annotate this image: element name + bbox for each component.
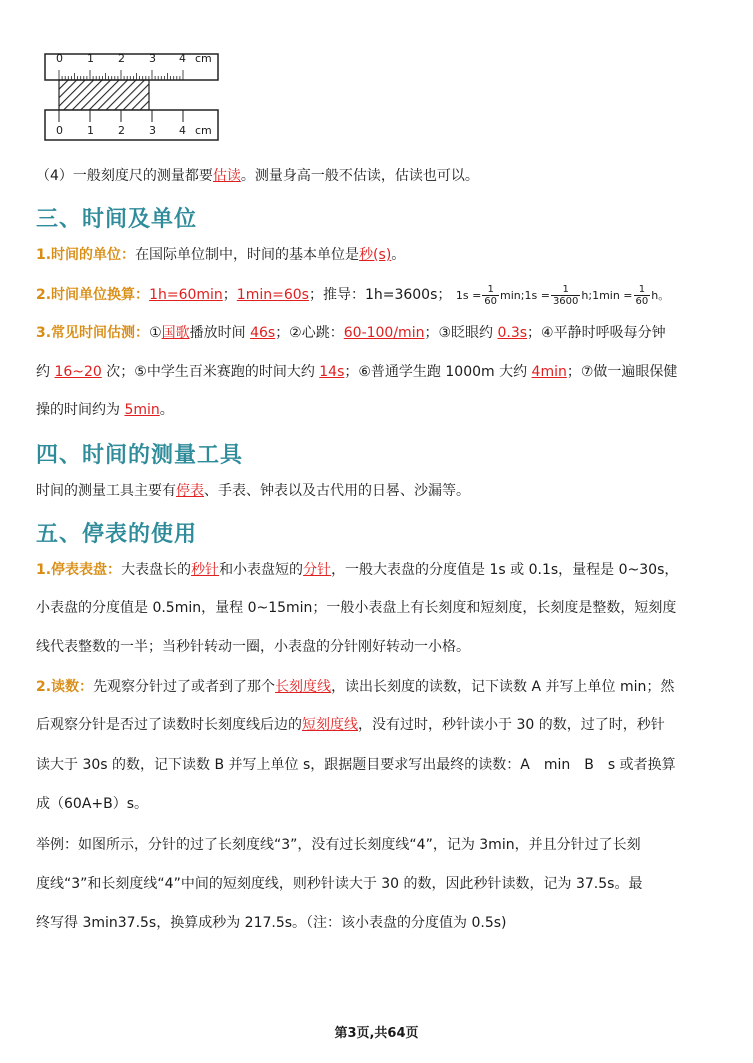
s3-paragraph-3-line-1: 3.常见时间估测：①国歌播放时间 46s；②心跳：60-100/min；③眨眼约 0.3s；④平静时呼吸每分钟 [36, 325, 666, 341]
s5-paragraph-2-line-3: 读大于 30s 的数，记下读数 B 并写上单位 s，跟据题目要求写出最终的读数：A min B s 或者换算 [36, 757, 676, 773]
s3-paragraph-1: 1.时间的单位：在国际单位制中，时间的基本单位是秒(s)。 [36, 247, 406, 263]
note-4: （4）一般刻度尺的测量都要估读。测量身高一般不估读，估读也可以。 [36, 168, 479, 184]
top-unit-label: cm [195, 52, 212, 65]
bottom-tick-label: 2 [118, 124, 125, 137]
s3-paragraph-3-line-3: 操的时间约为 5min。 [36, 402, 174, 418]
bottom-tick-label: 3 [149, 124, 156, 137]
s5-paragraph-1-line-2: 小表盘的分度值是 0.5min，量程 0~15min；一般小表盘上有长刻度和短刻度，长刻度是整数，短刻度 [36, 600, 677, 616]
top-tick-label: 3 [149, 52, 156, 65]
s5-paragraph-2-line-2: 后观察分针是否过了读数时长刻度线后边的短刻度线，没有过时，秒针读小于 30 的数，过了时，秒针 [36, 717, 665, 733]
top-tick-label: 1 [87, 52, 94, 65]
s5-paragraph-2-line-1: 2.读数：先观察分针过了或者到了那个长刻度线，读出长刻度的读数，记下读数 A 并写上单位 min；然 [36, 679, 675, 695]
measured-object [59, 80, 149, 110]
example-line-3: 终写得 3min37.5s，换算成秒为 217.5s。（注：该小表盘的分度值为 0.5s) [36, 915, 507, 931]
page-footer: 第3页,共64页 [334, 1026, 419, 1041]
example-line-2: 度线“3”和长刻度线“4”中间的短刻度线，则秒针读大于 30 的数，因此秒针读数，记为 37.5s。最 [36, 876, 643, 892]
bottom-ruler-labels [44, 124, 220, 140]
s5-paragraph-2-line-4: 成（60A+B）s。 [36, 796, 149, 812]
bottom-tick-label: 4 [179, 124, 186, 137]
bottom-tick-label: 1 [87, 124, 94, 137]
s3-paragraph-3-line-2: 约 16~20 次；⑤中学生百米赛跑的时间大约 14s；⑥普通学生跑 1000m 大约 4min；⑦做一遍眼保健 [36, 364, 678, 380]
s5-paragraph-1-line-1: 1.停表表盘：大表盘长的秒针和小表盘短的分针，一般大表盘的分度值是 1s 或 0.1s，量程是 0~30s， [36, 562, 679, 578]
bottom-unit-label: cm [195, 124, 212, 137]
section-3-heading: 三、时间及单位 [36, 207, 198, 232]
s3-paragraph-2: 2.时间单位换算：1h=60min；1min=60s；推导：1h=3600s； 1s = $\frac{1}{60}$ min;1s = $\frac{1}{3600}$ h;1min = $\frac{1}{60}$ h。 [36, 283, 670, 307]
fraction: $\frac{1}{60}$ [484, 283, 498, 307]
highlight: 估读 [212, 168, 241, 184]
top-tick-label: 0 [56, 52, 63, 65]
example-line-1: 举例：如图所示，分针的过了长刻度线“3”，没有过长刻度线“4”，记为 3min，并且分针过了长刻 [36, 837, 641, 853]
section-4-heading: 四、时间的测量工具 [36, 443, 244, 468]
s4-paragraph: 时间的测量工具主要有停表、手表、钟表以及古代用的日晷、沙漏等。 [36, 483, 470, 499]
bottom-tick-label: 0 [56, 124, 63, 137]
top-tick-label: 4 [179, 52, 186, 65]
top-ruler-labels [44, 52, 220, 68]
section-5-heading: 五、停表的使用 [36, 522, 198, 547]
fraction: $\frac{1}{60}$ [635, 283, 649, 307]
fraction: $\frac{1}{3600}$ [552, 283, 579, 307]
top-tick-label: 2 [118, 52, 125, 65]
s5-paragraph-1-line-3: 线代表整数的一半；当秒针转动一圈，小表盘的分针刚好转动一小格。 [36, 639, 470, 655]
